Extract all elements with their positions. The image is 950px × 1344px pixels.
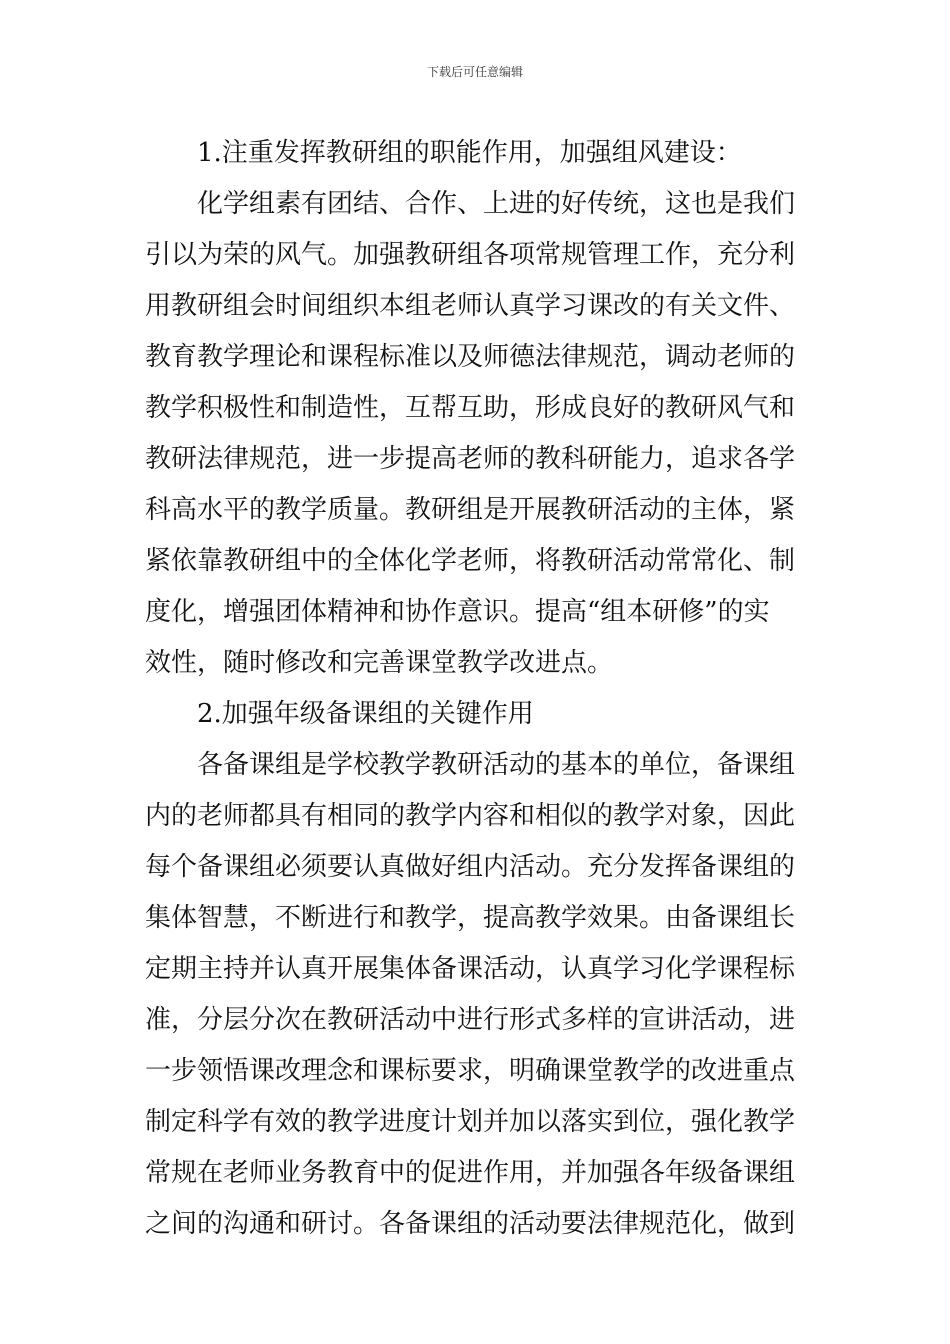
text-line: 各备课组是学校教学教研活动的基本的单位，备课组 (197, 750, 796, 780)
text-line: 准，分层分次在教研活动中进行形式多样的宣讲活动，进 (145, 1005, 796, 1035)
text-line: 之间的沟通和研讨。各备课组的活动要法律规范化，做到 (145, 1209, 796, 1239)
text-line: 一步领悟课改理念和课标要求，明确课堂教学的改进重点 (145, 1056, 796, 1086)
text-line: 化学组素有团结、合作、上进的好传统，这也是我们 (197, 189, 796, 219)
text-line: 2.加强年级备课组的关键作用 (197, 699, 534, 729)
text-line: 科高水平的教学质量。教研组是开展教研活动的主体，紧 (145, 495, 796, 525)
text-line: 教育教学理论和课程标准以及师德法律规范，调动老师的 (145, 342, 796, 372)
text-line: 效性，随时修改和完善课堂教学改进点。 (145, 648, 614, 678)
text-line: 每个备课组必须要认真做好组内活动。充分发挥备课组的 (145, 852, 796, 882)
text-line: 引以为荣的风气。加强教研组各项常规管理工作，充分利 (145, 240, 796, 270)
page-header-note: 下载后可任意编辑 (426, 65, 523, 79)
text-line: 常规在老师业务教育中的促进作用，并加强各年级备课组 (145, 1158, 796, 1188)
document-body (145, 128, 815, 1250)
text-line: 紧依靠教研组中的全体化学老师，将教研活动常常化、制 (145, 546, 796, 576)
text-line: 集体智慧，不断进行和教学，提高教学效果。由备课组长 (145, 903, 796, 933)
text-line: 内的老师都具有相同的教学内容和相似的教学对象，因此 (145, 801, 796, 831)
text-line: 定期主持并认真开展集体备课活动，认真学习化学课程标 (145, 954, 796, 984)
text-line: 教研法律规范，进一步提高老师的教科研能力，追求各学 (145, 444, 796, 474)
text-line: 1.注重发挥教研组的职能作用，加强组风建设： (197, 138, 742, 168)
text-line: 教学积极性和制造性，互帮互助，形成良好的教研风气和 (145, 393, 796, 423)
text-line: 制定科学有效的教学进度计划并加以落实到位，强化教学 (145, 1107, 796, 1137)
text-line: 度化，增强团体精神和协作意识。提高“组本研修”的实 (145, 597, 770, 627)
text-line: 用教研组会时间组织本组老师认真学习课改的有关文件、 (145, 291, 796, 321)
